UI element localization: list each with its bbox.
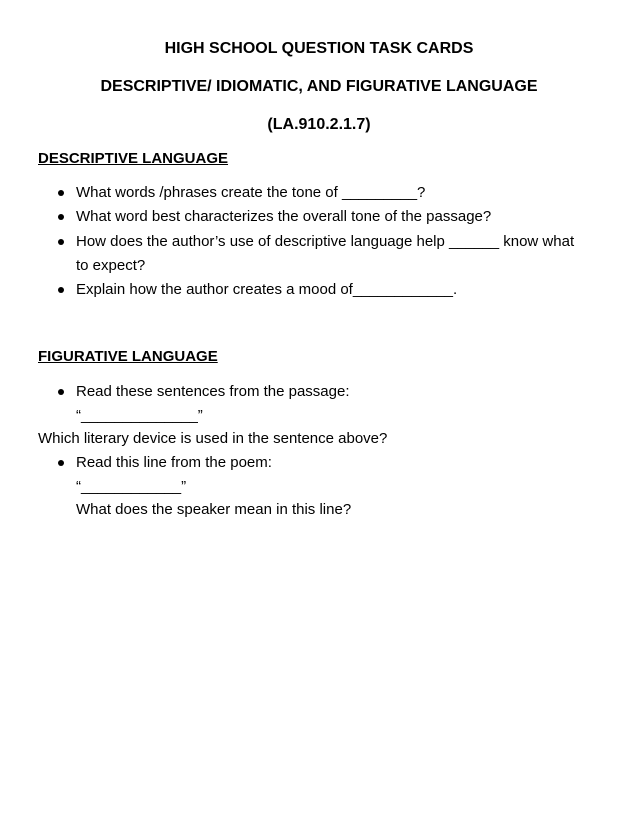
question-text: What does the speaker mean in this line?: [76, 501, 352, 518]
bullet-icon: [58, 460, 64, 466]
bullet-icon: [58, 389, 64, 395]
bullet-icon: [58, 239, 64, 245]
list-item-continuation: to expect?: [76, 257, 146, 274]
bullet-icon: [58, 214, 64, 220]
question-text: Which literary device is used in the sentence above?: [38, 430, 388, 447]
quote-blank: “____________”: [76, 478, 187, 495]
list-item: Explain how the author creates a mood of____________.: [76, 281, 458, 298]
list-item: How does the author’s use of descriptive language help ______ know what: [76, 233, 575, 250]
bullet-icon: [58, 287, 64, 293]
section-heading-descriptive: DESCRIPTIVE LANGUAGE: [38, 150, 229, 167]
document-subtitle: DESCRIPTIVE/ IDIOMATIC, AND FIGURATIVE LANGUAGE: [100, 78, 538, 95]
list-item: What words /phrases create the tone of _________?: [76, 184, 426, 201]
document-title: HIGH SCHOOL QUESTION TASK CARDS: [164, 40, 474, 57]
bullet-icon: [58, 190, 64, 196]
standard-code: (LA.910.2.1.7): [267, 116, 371, 133]
list-item: What word best characterizes the overall tone of the passage?: [76, 208, 492, 225]
list-item: Read these sentences from the passage:: [76, 383, 350, 400]
quote-blank: “______________”: [76, 407, 203, 424]
list-item: Read this line from the poem:: [76, 454, 272, 471]
section-heading-figurative: FIGURATIVE LANGUAGE: [38, 348, 218, 365]
